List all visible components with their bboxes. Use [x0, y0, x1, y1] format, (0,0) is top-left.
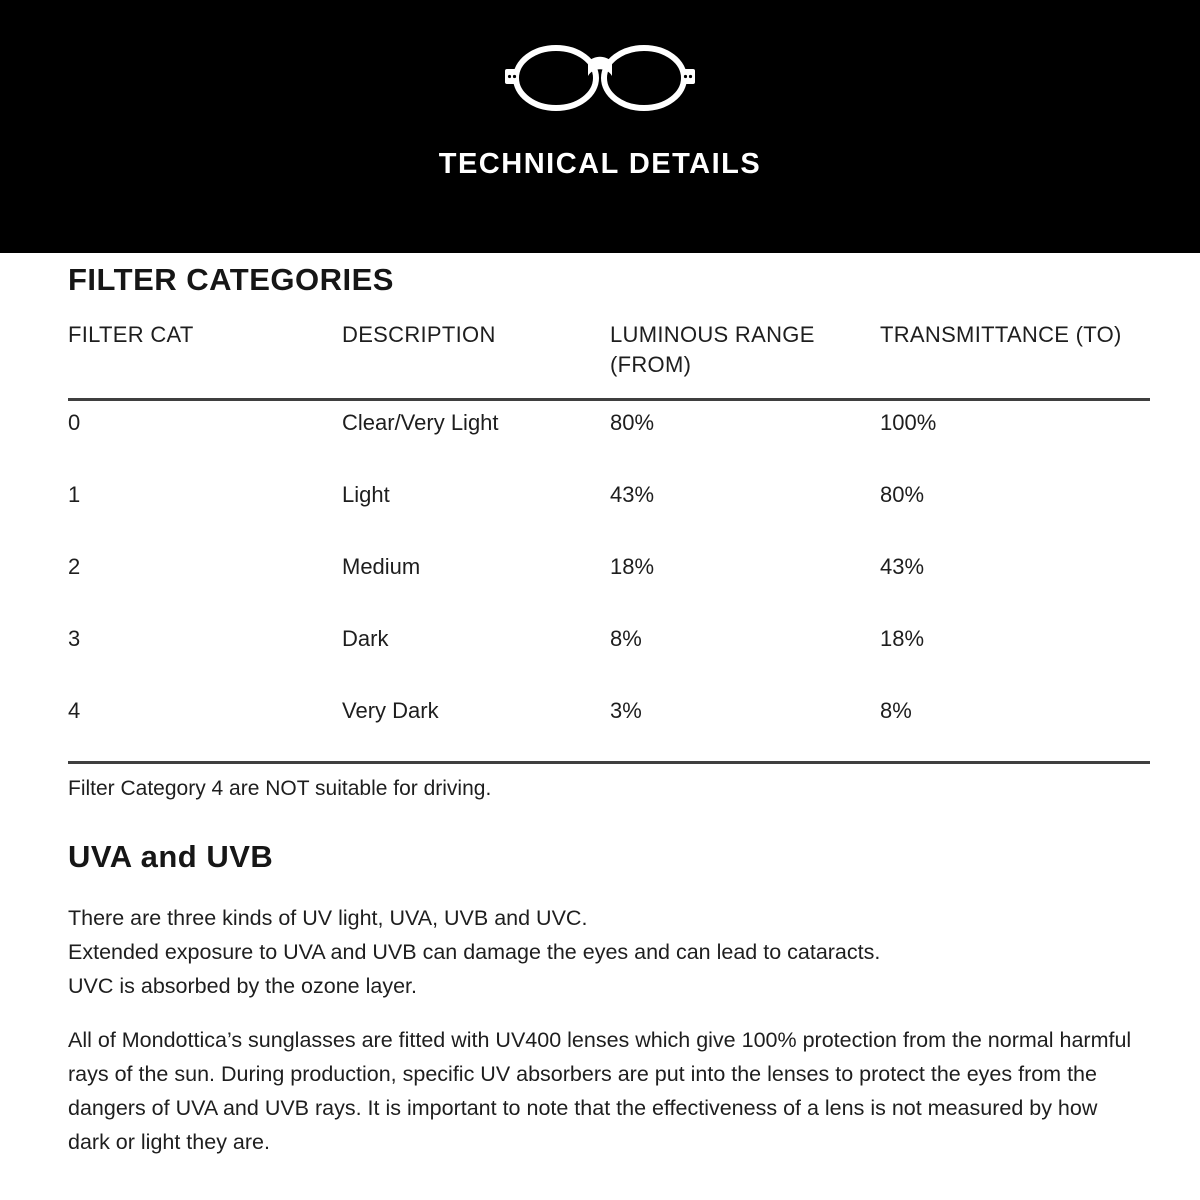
cell-description: Clear/Very Light [342, 410, 499, 435]
cell-luminous-from: 18% [610, 554, 655, 579]
cell-transmittance-to: 18% [880, 626, 925, 651]
uv-intro-line: UVC is absorbed by the ozone layer. [68, 974, 417, 998]
table-row [68, 617, 1150, 689]
uv-intro-lines [68, 901, 1148, 1003]
cell-luminous-from: 80% [610, 410, 655, 435]
filter-categories-table [68, 320, 1150, 764]
banner-title: TECHNICAL DETAILS [438, 148, 762, 180]
header-banner [0, 0, 1200, 253]
column-header-filter-cat: FILTER CAT [68, 322, 194, 347]
cell-description: Medium [342, 554, 421, 579]
table-header-row [68, 320, 1150, 401]
uv-intro-line: Extended exposure to UVA and UVB can damage the eyes and can lead to cataracts. [68, 940, 881, 964]
cell-luminous-from: 43% [610, 482, 655, 507]
column-header-luminous-range: LUMINOUS RANGE (FROM) [610, 322, 815, 377]
cell-luminous-from: 3% [610, 698, 642, 723]
table-body [68, 401, 1150, 764]
cell-filter-cat: 1 [68, 482, 81, 507]
uva-uvb-section [68, 839, 1150, 1159]
uv400-paragraph: All of Mondottica’s sunglasses are fitted with UV400 lenses which give 100% protection from the normal harmful rays of the sun. During production, specific UV absorbers are put into the lenses to protect the eyes from the dangers of UVA and UVB rays. It is important to note that the effectiveness of a lens is not measured by how dark or light they are. [68, 1028, 1132, 1154]
uv-intro-line: There are three kinds of UV light, UVA, UVB and UVC. [68, 906, 588, 930]
cell-filter-cat: 0 [68, 410, 81, 435]
column-header-description: DESCRIPTION [342, 322, 496, 347]
cell-luminous-from: 8% [610, 626, 642, 651]
cell-description: Light [342, 482, 390, 507]
driving-note: Filter Category 4 are NOT suitable for driving. [68, 777, 492, 800]
column-header-transmittance: TRANSMITTANCE (TO) [880, 322, 1122, 347]
cell-transmittance-to: 8% [880, 698, 912, 723]
table-row [68, 401, 1150, 473]
cell-filter-cat: 3 [68, 626, 81, 651]
cell-description: Dark [342, 626, 389, 651]
filter-categories-section [68, 262, 1150, 801]
cell-transmittance-to: 80% [880, 482, 925, 507]
table-row [68, 689, 1150, 761]
cell-transmittance-to: 100% [880, 410, 937, 435]
technical-details-content [0, 253, 1200, 1199]
cell-transmittance-to: 43% [880, 554, 925, 579]
table-row [68, 545, 1150, 617]
table-row [68, 473, 1150, 545]
cell-description: Very Dark [342, 698, 439, 723]
filter-categories-heading: FILTER CATEGORIES [68, 262, 394, 297]
uva-uvb-heading: UVA and UVB [68, 839, 274, 874]
cell-filter-cat: 4 [68, 698, 81, 723]
glasses-icon [505, 42, 695, 112]
cell-filter-cat: 2 [68, 554, 81, 579]
